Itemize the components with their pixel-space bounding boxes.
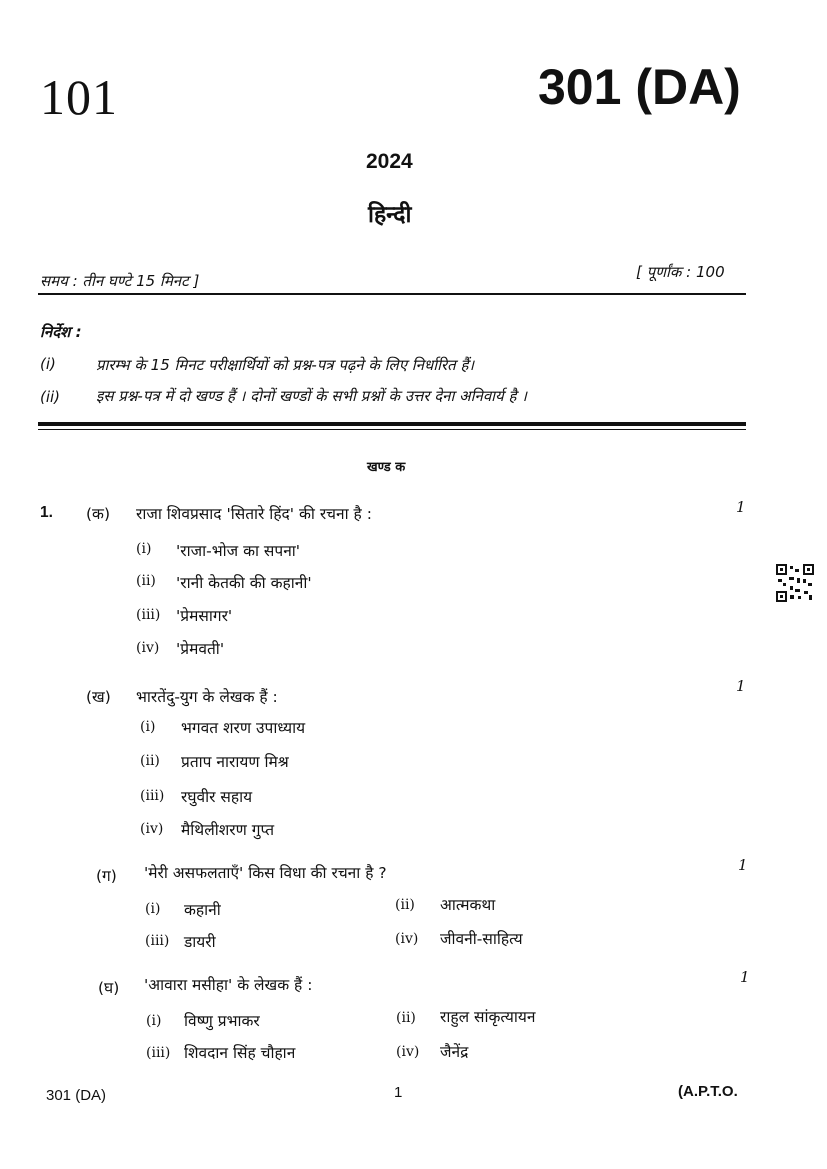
part-label: (घ) (98, 979, 120, 997)
part-marks: 1 (738, 856, 748, 874)
part-question: 'मेरी असफलताएँ' किस विधा की रचना है ? (144, 864, 387, 882)
question-number: 1. (40, 504, 53, 521)
instruction-text: इस प्रश्न-पत्र में दो खण्ड हैं । दोनों खण्डों के सभी प्रश्नों के उत्तर देना अनिवार्य है । (96, 387, 527, 405)
option-text: जीवनी-साहित्य (440, 930, 523, 948)
qr-code-icon (776, 564, 814, 602)
option-text: 'राजा-भोज का सपना' (176, 542, 301, 560)
option-num: (iv) (395, 931, 419, 947)
section-title: खण्ड क (367, 460, 406, 475)
option-text: भगवत शरण उपाध्याय (181, 719, 306, 737)
paper-code-right: 301 (DA) (538, 59, 741, 115)
option-num: (i) (140, 719, 156, 735)
header-divider (38, 293, 746, 295)
option-text: रघुवीर सहाय (181, 788, 253, 806)
part-label: (ख) (86, 688, 111, 706)
part-marks: 1 (736, 498, 746, 516)
option-text: जैनेंद्र (440, 1043, 469, 1061)
instructions-divider-second (38, 429, 746, 430)
option-text: राहुल सांकृत्यायन (440, 1008, 536, 1026)
option-text: शिवदान सिंह चौहान (184, 1044, 296, 1062)
part-marks: 1 (740, 968, 750, 986)
option-num: (iii) (146, 1045, 171, 1061)
part-question: राजा शिवप्रसाद 'सितारे हिंद' की रचना है : (136, 505, 372, 523)
option-text: प्रताप नारायण मिश्र (181, 753, 289, 771)
option-num: (i) (145, 901, 161, 917)
option-num: (ii) (136, 573, 156, 589)
option-text: कहानी (184, 901, 221, 919)
option-num: (iii) (136, 607, 161, 623)
footer-code: 301 (DA) (46, 1087, 107, 1104)
option-num: (i) (146, 1013, 162, 1029)
option-num: (ii) (140, 753, 160, 769)
max-marks: [ पूर्णांक : 100 (636, 263, 725, 281)
option-num: (ii) (396, 1010, 416, 1026)
subject-title: हिन्दी (368, 202, 412, 228)
option-text: 'रानी केतकी की कहानी' (176, 574, 312, 592)
option-text: आत्मकथा (440, 896, 496, 914)
part-marks: 1 (736, 677, 746, 695)
option-num: (iv) (396, 1044, 420, 1060)
option-num: (iv) (140, 821, 164, 837)
page-number: 1 (394, 1084, 403, 1101)
part-question: 'आवारा मसीहा' के लेखक हैं : (144, 976, 313, 994)
option-text: मैथिलीशरण गुप्त (181, 821, 275, 839)
paper-code-left: 101 (40, 69, 118, 125)
instructions-title: निर्देश : (40, 323, 82, 341)
part-label: (ग) (96, 867, 117, 885)
instruction-num: (i) (40, 355, 56, 373)
option-text: विष्णु प्रभाकर (184, 1012, 260, 1030)
option-text: 'प्रेमसागर' (176, 607, 233, 625)
option-text: 'प्रेमवती' (176, 640, 225, 658)
option-num: (iii) (145, 933, 170, 949)
option-num: (i) (136, 541, 152, 557)
option-num: (ii) (395, 897, 415, 913)
instruction-text: प्रारम्भ के 15 मिनट परीक्षार्थियों को प्रश्न-पत्र पढ़ने के लिए निर्धारित हैं। (96, 356, 475, 374)
exam-year: 2024 (366, 150, 413, 173)
option-num: (iii) (140, 788, 165, 804)
part-question: भारतेंदु-युग के लेखक हैं : (136, 688, 278, 706)
instructions-divider (38, 422, 746, 426)
instruction-num: (ii) (40, 388, 61, 406)
option-num: (iv) (136, 640, 160, 656)
pto-note: (A.P.T.O. (678, 1083, 738, 1100)
option-text: डायरी (184, 933, 216, 951)
part-label: (क) (86, 505, 110, 523)
time-allowed: समय : तीन घण्टे 15 मिनट ] (40, 272, 200, 290)
